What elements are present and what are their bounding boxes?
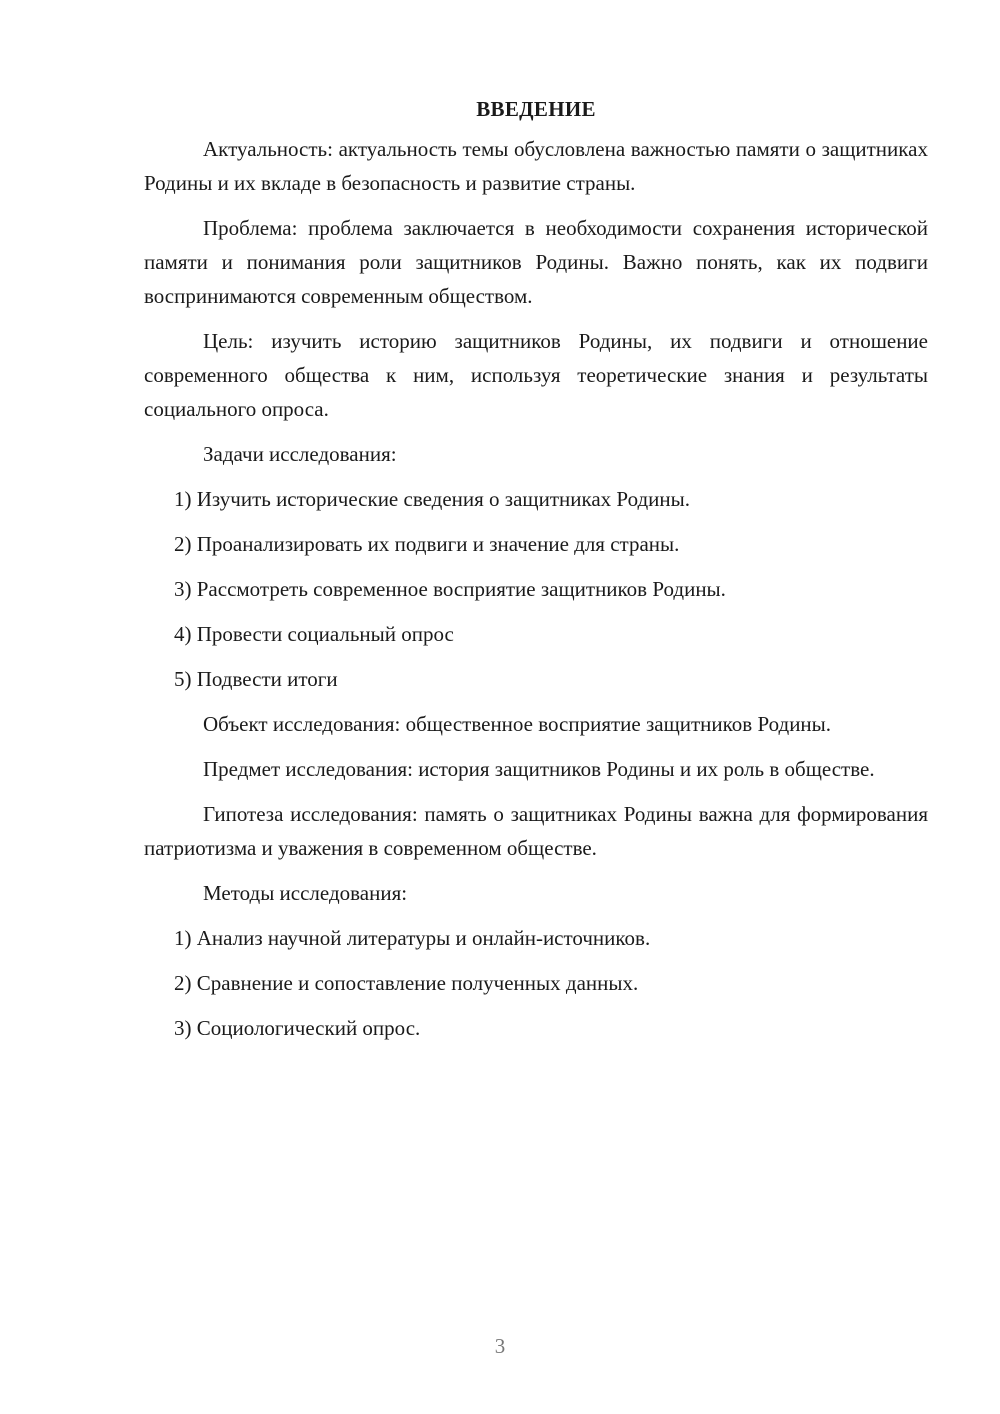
hypothesis-paragraph: Гипотеза исследования: память о защитниках Родины важна для формирования патриотизма и уважения в современном обществе. [144, 802, 928, 860]
object-paragraph: Объект исследования: общественное восприятие защитников Родины. [203, 712, 832, 736]
document-page [144, 90, 928, 1056]
problem-paragraph: Проблема: проблема заключается в необходимости сохранения исторической памяти и понимания роли защитников Родины. Важно понять, как их подвиги воспринимаются современным обществом. [144, 216, 928, 308]
page-number: 3 [494, 1334, 506, 1358]
methods-heading: Методы исследования: [203, 881, 408, 905]
list-item: 5) Подвести итоги [174, 667, 338, 691]
list-item: 4) Провести социальный опрос [174, 622, 454, 646]
relevance-paragraph: Актуальность: актуальность темы обусловлена важностью памяти о защитниках Родины и их вкладе в безопасность и развитие страны. [144, 137, 928, 195]
list-item: 1) Анализ научной литературы и онлайн-источников. [174, 926, 651, 950]
list-item: 3) Социологический опрос. [174, 1016, 421, 1040]
list-item: 2) Проанализировать их подвиги и значение для страны. [174, 532, 680, 556]
goal-paragraph: Цель: изучить историю защитников Родины, их подвиги и отношение современного общества к ним, используя теоретические знания и результаты социального опроса. [144, 329, 928, 421]
subject-paragraph: Предмет исследования: история защитников Родины и их роль в обществе. [203, 757, 875, 781]
tasks-list [144, 482, 928, 696]
list-item: 1) Изучить исторические сведения о защитниках Родины. [174, 487, 691, 511]
tasks-heading: Задачи исследования: [203, 442, 397, 466]
list-item: 2) Сравнение и сопоставление полученных данных. [174, 971, 639, 995]
methods-list [144, 921, 928, 1045]
section-title: ВВЕДЕНИЕ [476, 97, 596, 121]
list-item: 3) Рассмотреть современное восприятие защитников Родины. [174, 577, 726, 601]
